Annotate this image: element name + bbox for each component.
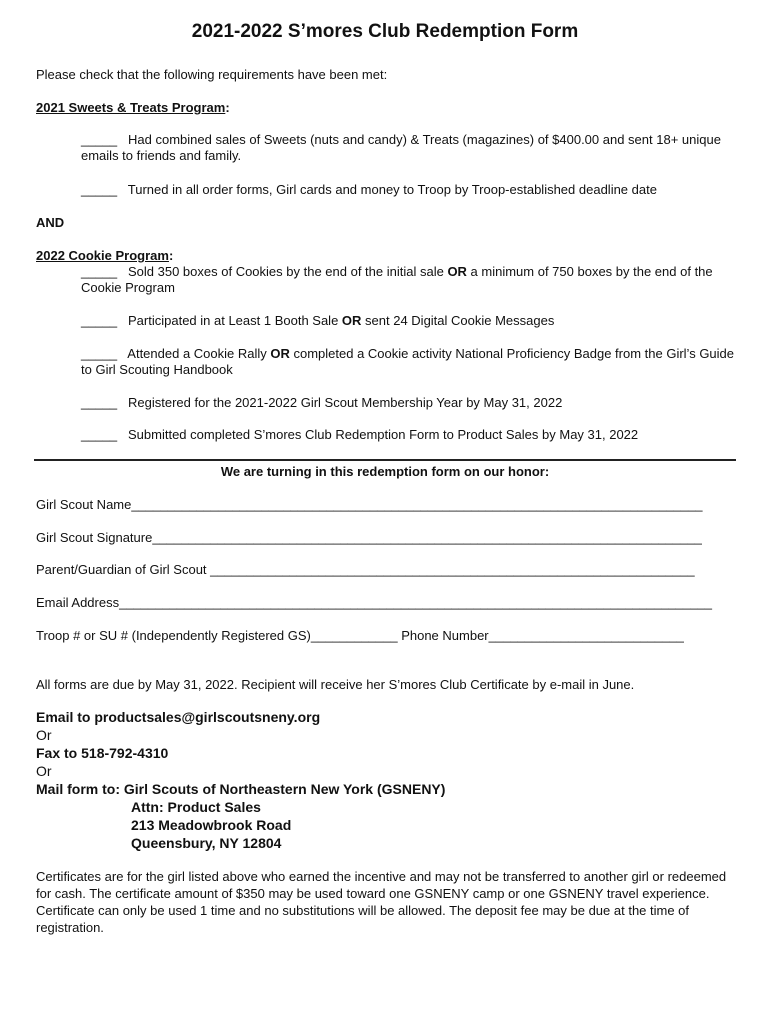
address-city: Queensbury, NY 12804 — [131, 835, 282, 851]
girl-scout-signature-field[interactable]: Girl Scout Signature____________________________________________________________________________ — [36, 530, 702, 545]
checkbox-blank[interactable]: _____ — [81, 313, 118, 328]
checkbox-blank[interactable]: _____ — [81, 182, 118, 197]
checkbox-blank[interactable]: _____ — [81, 395, 118, 410]
cookie-heading-label: 2022 Cookie Program — [36, 248, 169, 263]
requirement-text: sent 24 Digital Cookie Messages — [361, 313, 555, 328]
parent-guardian-field[interactable]: Parent/Guardian of Girl Scout ___________________________________________________________________ — [36, 562, 695, 577]
cookie-requirement-2 — [81, 313, 741, 329]
or-separator-2: Or — [36, 763, 52, 779]
page-title: 2021-2022 S’mores Club Redemption Form — [191, 21, 579, 42]
email-instruction: Email to productsales@girlscoutsneny.org — [36, 709, 321, 725]
cookie-heading-colon: : — [168, 248, 174, 263]
requirement-text: a minimum of 750 boxes by the end of the Cookie Program — [81, 264, 713, 295]
email-address-field[interactable]: Email Address__________________________________________________________________________________ — [36, 595, 712, 610]
address-street: 213 Meadowbrook Road — [131, 817, 292, 833]
intro-text: Please check that the following requirements have been met: — [36, 67, 388, 82]
requirement-text: Sold 350 boxes of Cookies by the end of the initial sale — [128, 264, 448, 279]
requirement-text: Had combined sales of Sweets (nuts and candy) & Treats (magazines) of $400.00 and sent 18+ unique emails to friends and family. — [81, 132, 721, 163]
or-separator-1: Or — [36, 727, 52, 743]
checkbox-blank[interactable]: _____ — [81, 346, 118, 361]
requirement-text: Submitted completed S’mores Club Redemption Form to Product Sales by May 31, 2022 — [128, 427, 639, 442]
or-emphasis: OR — [447, 264, 467, 279]
and-label: AND — [36, 215, 65, 230]
sweets-heading-label: 2021 Sweets & Treats Program — [36, 100, 226, 115]
mail-instruction: Mail form to: Girl Scouts of Northeastern New York (GSNENY) — [36, 781, 446, 797]
sweets-heading-colon: : — [225, 100, 230, 115]
or-emphasis: OR — [341, 313, 362, 328]
checkbox-blank[interactable]: _____ — [81, 132, 118, 147]
checkbox-blank[interactable]: _____ — [81, 427, 118, 442]
requirement-text: Attended a Cookie Rally — [127, 346, 271, 361]
sweets-requirement-2 — [81, 182, 741, 198]
fax-instruction: Fax to 518-792-4310 — [36, 745, 169, 761]
requirement-text: Participated in at Least 1 Booth Sale — [128, 313, 342, 328]
checkbox-blank[interactable]: _____ — [81, 264, 118, 279]
certificate-note: Certificates are for the girl listed above who earned the incentive and may not be transferred to another girl or redeemed for cash. The certificate amount of $350 may be used toward one GSNENY camp or one GSNENY travel experience. Certificate can only be used 1 time and no substitutions will be allowed. The deposit fee may be due at the time of registration. — [36, 869, 727, 935]
girl-scout-name-field[interactable]: Girl Scout Name_______________________________________________________________________________ — [36, 497, 703, 512]
cookie-requirement-4 — [81, 395, 741, 411]
cookie-requirement-3 — [81, 346, 741, 378]
cookie-heading — [36, 248, 173, 264]
sweets-requirement-1 — [81, 132, 741, 164]
due-date-note: All forms are due by May 31, 2022. Recipient will receive her S’mores Club Certificate by e-mail in June. — [36, 677, 635, 692]
sweets-heading — [36, 100, 230, 116]
honor-statement: We are turning in this redemption form on our honor: — [220, 464, 550, 479]
cookie-requirement-5 — [81, 427, 741, 443]
requirement-text: Registered for the 2021-2022 Girl Scout Membership Year by May 31, 2022 — [128, 395, 563, 410]
address-attn: Attn: Product Sales — [131, 799, 261, 815]
requirement-text: completed a Cookie activity National Proficiency Badge from the Girl’s Guide to Girl Scouting Handbook — [81, 346, 735, 377]
troop-phone-field[interactable]: Troop # or SU # (Independently Registered GS)____________ Phone Number___________________________ — [36, 628, 684, 643]
or-emphasis: OR — [270, 346, 290, 361]
section-divider — [34, 459, 736, 461]
cookie-requirement-1 — [81, 264, 741, 296]
requirement-text: Turned in all order forms, Girl cards and money to Troop by Troop-established deadline date — [127, 182, 657, 197]
